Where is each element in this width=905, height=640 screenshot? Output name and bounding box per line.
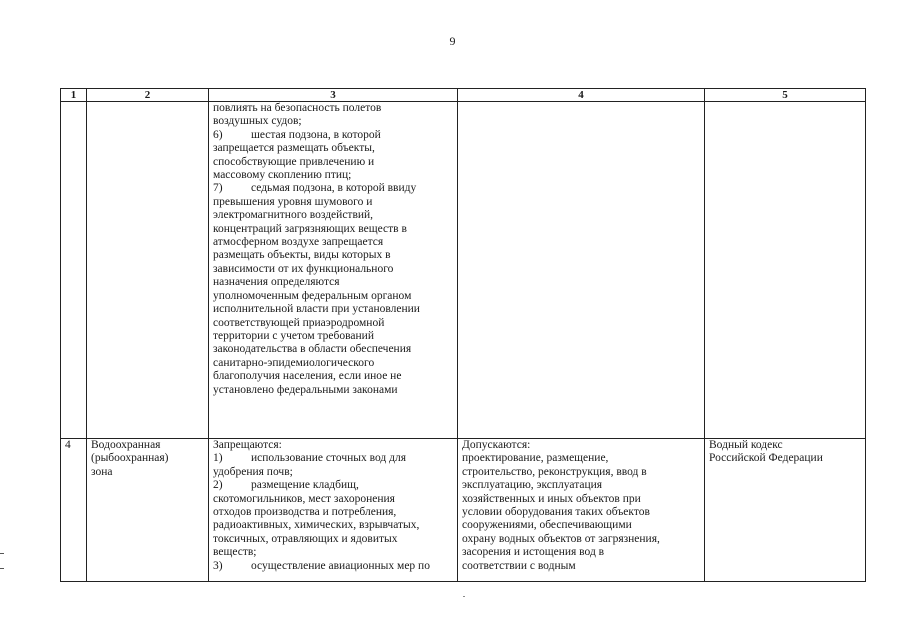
text-line: зависимости от их функционального bbox=[213, 262, 394, 275]
item-number: 3) bbox=[213, 559, 223, 572]
item-text: размещение кладбищ, bbox=[251, 479, 359, 492]
header-col-4: 4 bbox=[458, 89, 705, 102]
item-number: 6) bbox=[213, 128, 223, 141]
cell-permissions bbox=[458, 102, 705, 439]
text-line: законодательства в области обеспечения bbox=[213, 343, 412, 356]
list-item bbox=[213, 182, 453, 195]
cell-number bbox=[61, 102, 87, 439]
text-line: Запрещаются: bbox=[213, 439, 282, 451]
scan-edge-mark bbox=[0, 568, 4, 569]
cell-legal-basis bbox=[705, 439, 866, 582]
text-line: концентраций загрязняющих веществ в bbox=[213, 222, 407, 235]
table-row-continued bbox=[61, 102, 866, 439]
text-line: строительство, реконструкция, ввод в bbox=[462, 465, 647, 478]
text-line: удобрения почв; bbox=[213, 465, 293, 478]
list-item bbox=[213, 560, 453, 573]
item-number: 2) bbox=[213, 479, 223, 492]
text-line: токсичных, отравляющих и ядовитых bbox=[213, 532, 398, 545]
text-line: радиоактивных, химических, взрывчатых, bbox=[213, 519, 420, 532]
text-line: Российской Федерации bbox=[709, 452, 823, 465]
text-line: (рыбоохранная) bbox=[91, 452, 169, 465]
text-line: превышения уровня шумового и bbox=[213, 195, 373, 208]
text-line: засорения и истощения вод в bbox=[462, 546, 605, 559]
text-line: зона bbox=[91, 465, 113, 478]
text-line: благополучия населения, если иное не bbox=[213, 370, 402, 383]
header-col-5: 5 bbox=[705, 89, 866, 102]
text-line: Водный кодекс bbox=[709, 439, 783, 451]
text-line: соответствующей приаэродромной bbox=[213, 316, 385, 329]
text-line: атмосферном воздухе запрещается bbox=[213, 236, 384, 249]
list-item bbox=[213, 479, 453, 492]
scan-dot bbox=[463, 596, 465, 597]
text-line: Водоохранная bbox=[91, 439, 161, 451]
table-header-row bbox=[61, 89, 866, 102]
text-line: электромагнитного воздействий, bbox=[213, 209, 374, 222]
cell-restrictions bbox=[209, 102, 458, 439]
cell-permissions bbox=[458, 439, 705, 582]
item-text: использование сточных вод для bbox=[251, 452, 406, 465]
text-line: хозяйственных и иных объектов при bbox=[462, 492, 641, 505]
text-line: исполнительной власти при установлении bbox=[213, 303, 420, 316]
item-number: 7) bbox=[213, 182, 223, 195]
text-line: уполномоченным федеральным органом bbox=[213, 289, 412, 302]
list-item bbox=[213, 452, 453, 465]
list-item bbox=[213, 129, 453, 142]
text-line: скотомогильников, мест захоронения bbox=[213, 492, 395, 505]
zones-table bbox=[60, 88, 866, 582]
text-line: отходов производства и потребления, bbox=[213, 506, 397, 519]
text-line: размещать объекты, виды которых в bbox=[213, 249, 391, 262]
text-line: эксплуатацию, эксплуатация bbox=[462, 479, 603, 492]
text-line: санитарно-эпидемиологического bbox=[213, 356, 375, 369]
header-col-2: 2 bbox=[87, 89, 209, 102]
cell-restrictions bbox=[209, 439, 458, 582]
page-number: 9 bbox=[449, 34, 456, 48]
cell-zone-name bbox=[87, 102, 209, 439]
cell-number: 4 bbox=[61, 439, 87, 582]
item-text: осуществление авиационных мер по bbox=[251, 559, 430, 572]
text-line: территории с учетом требований bbox=[213, 329, 374, 342]
item-number: 1) bbox=[213, 452, 223, 465]
cell-legal-basis bbox=[705, 102, 866, 439]
cell-zone-name bbox=[87, 439, 209, 582]
text-line: установлено федеральными законами bbox=[213, 383, 398, 396]
header-col-3: 3 bbox=[209, 89, 458, 102]
text-line: запрещается размещать объекты, bbox=[213, 142, 375, 155]
text-line: сооружениями, обеспечивающими bbox=[462, 519, 632, 532]
item-text: шестая подзона, в которой bbox=[251, 128, 381, 141]
text-line: соответствии с водным bbox=[462, 559, 576, 572]
text-line: условии оборудования таких объектов bbox=[462, 506, 650, 519]
header-col-1: 1 bbox=[61, 89, 87, 102]
text-line: массовому скоплению птиц; bbox=[213, 169, 352, 182]
text-line: Допускаются: bbox=[462, 439, 531, 451]
scan-edge-mark bbox=[0, 553, 4, 554]
text-line: назначения определяются bbox=[213, 276, 340, 289]
text-line: проектирование, размещение, bbox=[462, 452, 609, 465]
text-line: охрану водных объектов от загрязнения, bbox=[462, 532, 660, 545]
text-line: веществ; bbox=[213, 546, 257, 559]
table-row-water-zone bbox=[61, 439, 866, 582]
text-line: повлиять на безопасность полетов bbox=[213, 102, 382, 114]
item-text: седьмая подзона, в которой ввиду bbox=[251, 182, 417, 195]
text-line: способствующие привлечению и bbox=[213, 155, 375, 168]
text-line: воздушных судов; bbox=[213, 115, 302, 128]
